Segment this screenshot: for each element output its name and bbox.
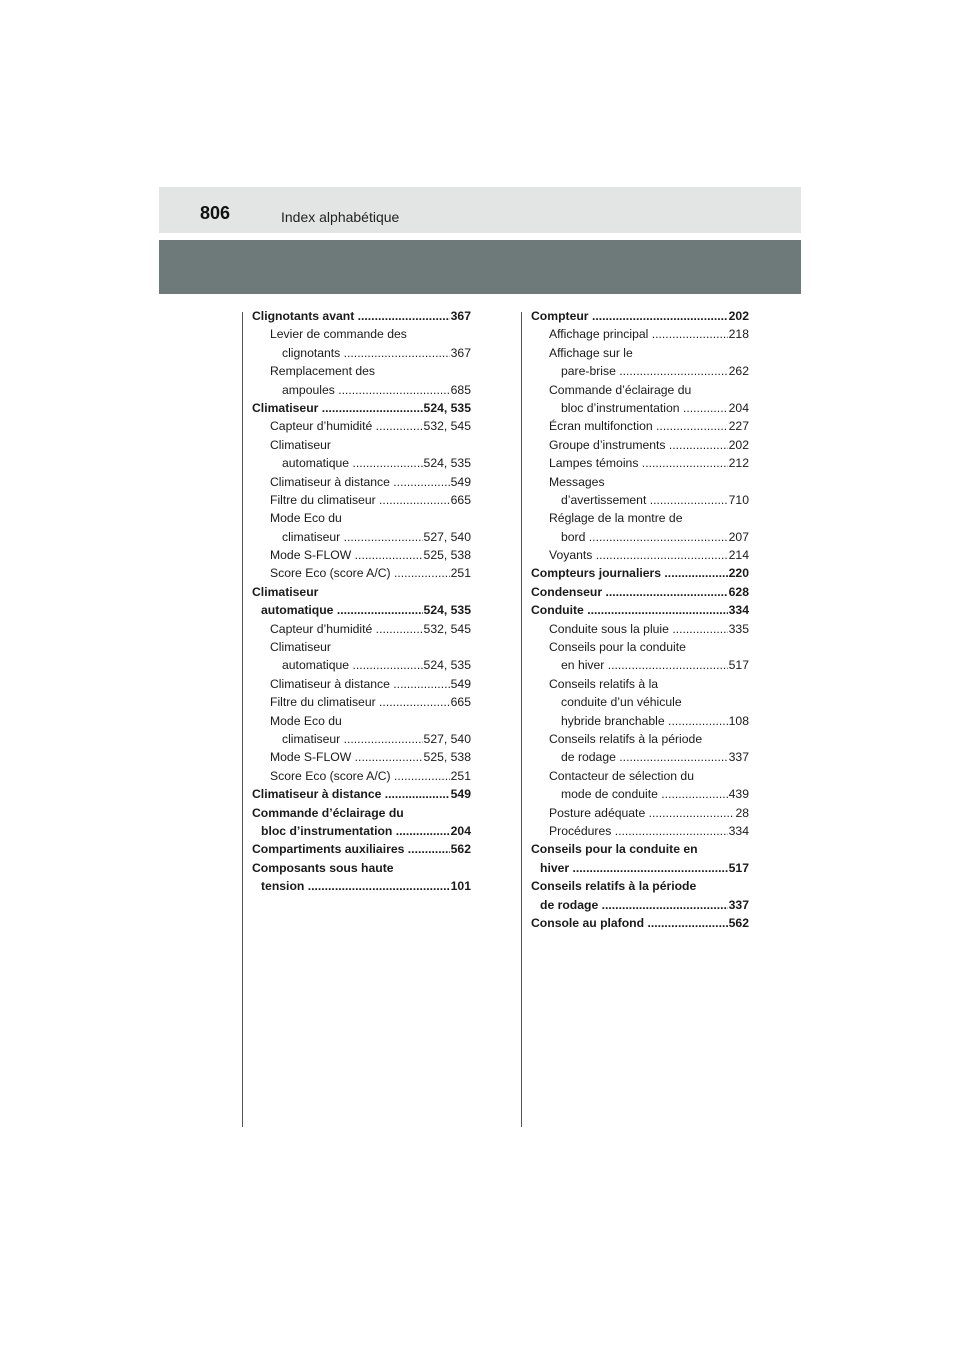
index-entry-term: Commande d’éclairage du	[252, 805, 404, 820]
index-entry	[252, 307, 471, 325]
index-entry-page: 517	[728, 656, 749, 674]
index-entry	[252, 564, 471, 582]
index-entry	[252, 509, 471, 527]
dot-leader: Capteur d’humidité .....	[270, 620, 471, 638]
index-entry-page: 262	[728, 362, 749, 380]
dot-leader: Groupe d’instruments .....	[549, 436, 749, 454]
dot-leader: Posture adéquate .....	[549, 804, 749, 822]
index-entry	[252, 767, 471, 785]
index-entry	[252, 620, 471, 638]
index-entry-page: 335	[728, 620, 749, 638]
dot-leader: Compteurs journaliers .....	[531, 564, 749, 582]
index-entry	[252, 822, 471, 840]
index-entry-page: 204	[728, 399, 749, 417]
index-entry	[252, 859, 471, 877]
index-entry-page: 251	[450, 767, 471, 785]
dot-leader: Score Eco (score A/C) .....	[270, 564, 471, 582]
index-entry	[252, 656, 471, 674]
index-entry	[531, 785, 749, 803]
index-entry	[531, 693, 749, 711]
index-entry-term: Conseils relatifs à la	[549, 676, 659, 691]
index-entry-page: 439	[728, 785, 749, 803]
index-entry	[531, 454, 749, 472]
dot-leader: bord .....	[561, 528, 749, 546]
index-entry	[531, 730, 749, 748]
index-entry-term: conduite d’un véhicule	[561, 695, 682, 710]
dot-leader: Console au plafond .....	[531, 914, 749, 932]
index-entry-term: Remplacement des	[270, 364, 375, 379]
index-entry-page: 532, 545	[423, 417, 471, 435]
index-entry-page: 532, 545	[423, 620, 471, 638]
index-entry-page: 204	[450, 822, 471, 840]
header-bar	[159, 187, 801, 233]
index-entry	[531, 675, 749, 693]
index-entry-page: 525, 538	[423, 546, 471, 564]
page-title: Index alphabétique	[281, 209, 400, 225]
dot-leader: bloc d’instrumentation .....	[561, 399, 749, 417]
dot-leader: d’avertissement .....	[561, 491, 749, 509]
index-entry	[531, 399, 749, 417]
dot-leader: Mode S-FLOW .....	[270, 546, 471, 564]
index-entry-page: 227	[728, 417, 749, 435]
index-entry	[531, 804, 749, 822]
index-entry	[531, 509, 749, 527]
column-rule-left	[242, 312, 243, 1127]
dot-leader: clignotants .....	[282, 344, 471, 362]
dot-leader: Conduite sous la pluie .....	[549, 620, 749, 638]
dot-leader: Procédures .....	[549, 822, 749, 840]
index-entry	[531, 822, 749, 840]
index-entry-page: 549	[450, 675, 471, 693]
index-entry-page: 710	[728, 491, 749, 509]
dot-leader: Conduite .....	[531, 601, 749, 619]
index-entry-page: 562	[450, 840, 471, 858]
index-entry-term: Conseils relatifs à la période	[549, 731, 703, 746]
index-entry	[252, 528, 471, 546]
index-entry-term: Conseils pour la conduite en	[531, 842, 698, 857]
index-entry	[531, 362, 749, 380]
index-entry	[531, 344, 749, 362]
dot-leader: Climatiseur à distance .....	[270, 675, 471, 693]
index-entry-term: Climatiseur	[270, 437, 331, 452]
index-entry	[252, 804, 471, 822]
dot-leader: hybride branchable .....	[561, 712, 749, 730]
dot-leader: ampoules .....	[282, 381, 471, 399]
index-entry	[252, 730, 471, 748]
dot-leader: Compartiments auxiliaires .....	[252, 840, 471, 858]
index-entry-term: Levier de commande des	[270, 327, 407, 342]
index-entry-term: Composants sous haute	[252, 860, 394, 875]
index-column-right	[531, 307, 749, 932]
index-entry-page: 628	[728, 583, 749, 601]
index-entry	[252, 785, 471, 803]
dot-leader: Filtre du climatiseur .....	[270, 693, 471, 711]
index-entry-term: Mode Eco du	[270, 511, 342, 526]
dot-leader: Affichage principal .....	[549, 325, 749, 343]
dot-leader: de rodage .....	[540, 896, 749, 914]
index-entry-page: 337	[728, 896, 749, 914]
index-entry-page: 101	[450, 877, 471, 895]
dot-leader: mode de conduite .....	[561, 785, 749, 803]
index-entry	[531, 307, 749, 325]
index-entry-page: 685	[450, 381, 471, 399]
index-entry-page: 527, 540	[423, 528, 471, 546]
dot-leader: Clignotants avant .....	[252, 307, 471, 325]
index-entry-page: 220	[728, 564, 749, 582]
index-entry-page: 665	[450, 491, 471, 509]
index-entry	[252, 675, 471, 693]
index-entry-term: Climatiseur	[270, 640, 331, 655]
index-entry	[252, 417, 471, 435]
index-entry	[531, 601, 749, 619]
index-entry	[531, 877, 749, 895]
index-entry-page: 212	[728, 454, 749, 472]
dot-leader: climatiseur .....	[282, 730, 471, 748]
index-entry	[252, 325, 471, 343]
index-entry	[252, 712, 471, 730]
dot-leader: Compteur .....	[531, 307, 749, 325]
index-entry-page: 665	[450, 693, 471, 711]
index-entry	[531, 859, 749, 877]
index-entry-term: Réglage de la montre de	[549, 511, 683, 526]
index-entry	[531, 491, 749, 509]
index-entry	[531, 436, 749, 454]
index-entry	[252, 638, 471, 656]
index-entry-page: 202	[728, 436, 749, 454]
index-entry	[531, 767, 749, 785]
index-entry-page: 524, 535	[423, 656, 471, 674]
index-entry	[252, 693, 471, 711]
index-entry	[531, 528, 749, 546]
index-entry-page: 525, 538	[423, 748, 471, 766]
index-entry	[531, 583, 749, 601]
index-entry-page: 218	[728, 325, 749, 343]
index-entry	[252, 546, 471, 564]
index-entry	[252, 362, 471, 380]
index-entry	[252, 381, 471, 399]
index-entry-page: 251	[450, 564, 471, 582]
index-entry-page: 524, 535	[423, 399, 471, 417]
section-band	[159, 240, 801, 294]
index-entry	[531, 712, 749, 730]
index-entry-page: 367	[450, 344, 471, 362]
index-entry	[252, 344, 471, 362]
index-entry-term: Mode Eco du	[270, 713, 342, 728]
index-entry-page: 527, 540	[423, 730, 471, 748]
index-entry-page: 562	[728, 914, 749, 932]
index-entry-page: 517	[728, 859, 749, 877]
index-entry-page: 524, 535	[423, 601, 471, 619]
dot-leader: en hiver .....	[561, 656, 749, 674]
index-entry	[531, 546, 749, 564]
dot-leader: automatique .....	[261, 601, 471, 619]
dot-leader: Capteur d’humidité .....	[270, 417, 471, 435]
dot-leader: hiver .....	[540, 859, 749, 877]
index-entry	[252, 399, 471, 417]
dot-leader: de rodage .....	[561, 748, 749, 766]
index-entry	[531, 417, 749, 435]
index-entry	[531, 914, 749, 932]
index-entry	[531, 840, 749, 858]
dot-leader: Filtre du climatiseur .....	[270, 491, 471, 509]
index-entry-page: 367	[450, 307, 471, 325]
index-entry	[252, 454, 471, 472]
dot-leader: climatiseur .....	[282, 528, 471, 546]
index-entry	[531, 325, 749, 343]
index-entry	[252, 877, 471, 895]
dot-leader: Voyants .....	[549, 546, 749, 564]
dot-leader: Climatiseur à distance .....	[252, 785, 471, 803]
index-entry-page: 524, 535	[423, 454, 471, 472]
index-entry	[531, 638, 749, 656]
index-entry-page: 214	[728, 546, 749, 564]
index-entry-term: Conseils pour la conduite	[549, 640, 686, 655]
index-entry-page: 334	[728, 822, 749, 840]
index-entry-page: 337	[728, 748, 749, 766]
index-entry-term: Contacteur de sélection du	[549, 768, 694, 783]
dot-leader: bloc d’instrumentation .....	[261, 822, 471, 840]
index-entry-page: 108	[728, 712, 749, 730]
index-entry	[531, 656, 749, 674]
index-entry	[531, 896, 749, 914]
dot-leader: Score Eco (score A/C) .....	[270, 767, 471, 785]
index-entry	[252, 491, 471, 509]
index-entry	[252, 748, 471, 766]
index-entry-term: Messages	[549, 474, 605, 489]
index-entry	[252, 583, 471, 601]
index-entry-page: 334	[728, 601, 749, 619]
dot-leader: automatique .....	[282, 656, 471, 674]
page-number: 806	[200, 203, 231, 223]
dot-leader: tension .....	[261, 877, 471, 895]
index-entry	[531, 748, 749, 766]
index-entry-page: 549	[450, 473, 471, 491]
dot-leader: Lampes témoins .....	[549, 454, 749, 472]
index-entry-page: 202	[728, 307, 749, 325]
dot-leader: Climatiseur .....	[252, 399, 471, 417]
index-entry	[252, 473, 471, 491]
index-entry	[531, 620, 749, 638]
index-entry	[252, 436, 471, 454]
index-entry-term: Commande d’éclairage du	[549, 382, 692, 397]
dot-leader: Climatiseur à distance .....	[270, 473, 471, 491]
index-column-left	[252, 307, 471, 896]
index-entry	[531, 473, 749, 491]
index-entry-term: Climatiseur	[252, 584, 319, 599]
column-rule-middle	[521, 312, 522, 1127]
dot-leader: Écran multifonction .....	[549, 417, 749, 435]
index-entry	[252, 601, 471, 619]
index-entry-term: Conseils relatifs à la période	[531, 879, 697, 894]
index-entry-term: Affichage sur le	[549, 345, 633, 360]
index-entry	[531, 381, 749, 399]
dot-leader: pare-brise .....	[561, 362, 749, 380]
dot-leader: Condenseur .....	[531, 583, 749, 601]
dot-leader: Mode S-FLOW .....	[270, 748, 471, 766]
index-entry-page: 549	[450, 785, 471, 803]
dot-leader: automatique .....	[282, 454, 471, 472]
index-entry	[252, 840, 471, 858]
index-entry-page: 28	[734, 804, 749, 822]
index-entry	[531, 564, 749, 582]
index-entry-page: 207	[728, 528, 749, 546]
